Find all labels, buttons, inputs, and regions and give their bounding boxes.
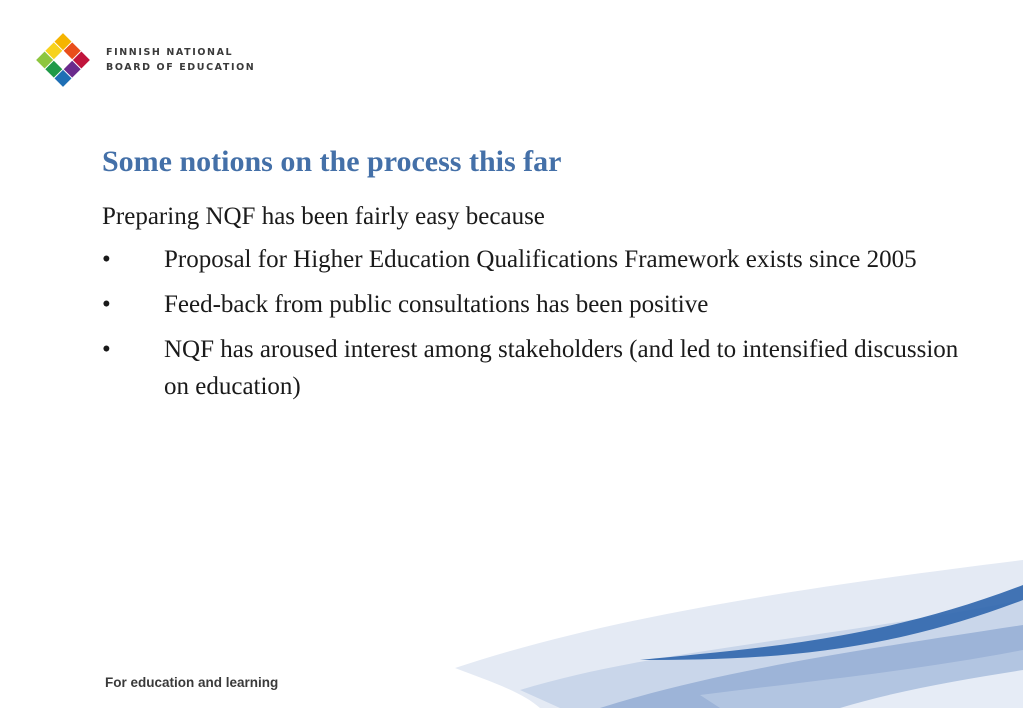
bullet-icon: • xyxy=(102,291,111,318)
slide-title: Some notions on the process this far xyxy=(102,145,562,178)
slide-content xyxy=(102,198,962,413)
lead-text: Preparing NQF has been fairly easy because xyxy=(102,203,545,230)
bullet-text: Feed-back from public consultations has been positive xyxy=(164,291,709,318)
logo-line-2: BOARD OF EDUCATION xyxy=(106,62,256,73)
bullet-icon: • xyxy=(102,246,111,273)
bullet-icon: • xyxy=(102,336,111,363)
bullet-text: NQF has aroused interest among stakeholders (and led to intensified discussion on education) xyxy=(164,336,959,400)
logo-line-1: FINNISH NATIONAL xyxy=(106,47,234,58)
board-logo-icon xyxy=(34,31,92,89)
board-logo-text xyxy=(106,45,255,75)
footer-tagline: For education and learning xyxy=(105,675,279,690)
bullet-list xyxy=(102,241,962,405)
bullet-item xyxy=(102,286,962,323)
bullet-item xyxy=(102,331,962,405)
bullet-text: Proposal for Higher Education Qualifications Framework exists since 2005 xyxy=(164,246,917,273)
bullet-item xyxy=(102,241,962,278)
